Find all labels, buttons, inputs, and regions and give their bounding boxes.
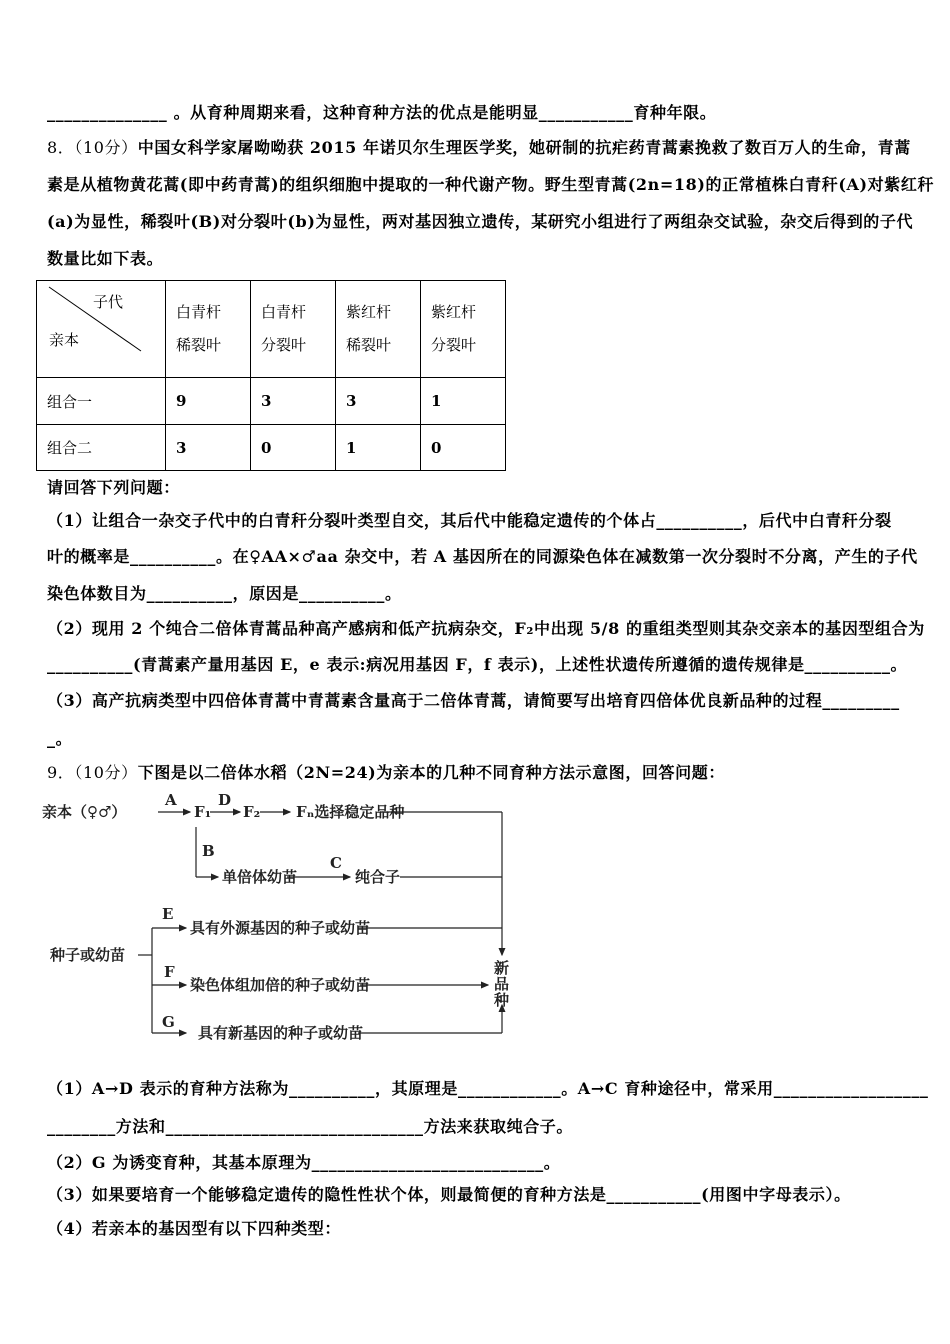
label-e: E	[162, 905, 174, 923]
q8-sub-line: （3）高产抗病类型中四倍体青蒿中青蒿素含量高于二倍体青蒿，请简要写出培育四倍体优良新品种的过程_________	[47, 691, 900, 710]
label-g: G	[162, 1013, 175, 1031]
q8-sub-line: _。	[47, 729, 73, 748]
label-d: D	[218, 791, 232, 809]
q9-sub-line: （2）G 为诱变育种，其基本原理为___________________________。	[47, 1153, 561, 1172]
q8-line-4: 数量比如下表。	[47, 249, 164, 268]
header-cell: 白青杆 稀裂叶	[166, 281, 251, 378]
q8-number: 8．（10分）	[47, 138, 138, 157]
label-c: C	[330, 854, 342, 872]
q9-title-line	[47, 763, 725, 783]
corner-parent: 亲本	[49, 331, 80, 349]
table-row	[37, 378, 506, 425]
offspring-table	[36, 280, 506, 471]
table-cell: 3	[251, 378, 336, 425]
table-cell: 0	[251, 425, 336, 471]
breeding-diagram	[40, 785, 520, 1055]
q8-prompt: 请回答下列问题：	[47, 478, 180, 497]
q9-number: 9．（10分）	[47, 763, 138, 782]
header-cell: 紫红杆 分裂叶	[421, 281, 506, 378]
row-label: 组合二	[37, 425, 166, 471]
q8-line-3: (a)为显性，稀裂叶(B)对分裂叶(b)为显性，两对基因独立遗传，某研究小组进行了两组杂交试验，杂交后得到的子代	[47, 212, 914, 231]
corner-offspring: 子代	[93, 293, 124, 311]
q8-text: 中国女科学家屠呦呦获 2015 年诺贝尔生理医学奖，她研制的抗疟药青蒿素挽救了数百万人的生命，青蒿	[137, 138, 911, 157]
intro-line: ______________ 。从育种周期来看，这种育种方法的优点是能明显___________育种年限。	[47, 103, 717, 122]
node-f-result: 染色体组加倍的种子或幼苗	[190, 976, 371, 994]
node-seed: 种子或幼苗	[50, 946, 126, 964]
table-cell: 1	[421, 378, 506, 425]
label-a: A	[165, 791, 177, 809]
node-parent: 亲本（♀♂）	[42, 803, 127, 821]
q8-sub-line: __________(青蒿素产量用基因 E，e 表示:病况用基因 F，f 表示)，上述性状遗传所遵循的遗传规律是__________。	[47, 655, 908, 674]
q8-sub-line: 叶的概率是__________。在♀AA×♂aa 杂交中，若 A 基因所在的同源染色体在减数第一次分裂时不分离，产生的子代	[47, 547, 918, 566]
node-new-variety: 新	[494, 959, 510, 977]
node-e-result: 具有外源基因的种子或幼苗	[190, 919, 371, 937]
node-fn: Fₙ选择稳定品种	[296, 803, 405, 821]
q8-sub-line: 染色体数目为__________，原因是__________。	[47, 584, 402, 603]
table-corner-cell	[37, 281, 166, 378]
row-label: 组合一	[37, 378, 166, 425]
q8-line-2: 素是从植物黄花蒿(即中药青蒿)的组织细胞中提取的一种代谢产物。野生型青蒿(2n=18)的正常植株白青秆(A)对紫红秆	[47, 175, 935, 194]
label-b: B	[202, 842, 215, 860]
node-new-variety: 品	[494, 975, 510, 993]
q9-sub-line: （4）若亲本的基因型有以下四种类型：	[47, 1219, 341, 1238]
q8-sub-line: （1）让组合一杂交子代中的白青秆分裂叶类型自交，其后代中能稳定遗传的个体占__________，后代中白青秆分裂	[47, 511, 892, 530]
table-row	[37, 425, 506, 471]
q9-sub-line: （1）A→D 表示的育种方法称为__________，其原理是____________。A→C 育种途径中，常采用__________________	[47, 1079, 929, 1098]
q9-sub-line: ________方法和______________________________方法来获取纯合子。	[47, 1117, 573, 1136]
node-pure: 纯合子	[355, 868, 401, 886]
table-cell: 3	[166, 425, 251, 471]
q8-line-1	[47, 138, 911, 158]
header-cell: 白青杆 分裂叶	[251, 281, 336, 378]
node-g-result: 具有新基因的种子或幼苗	[198, 1024, 364, 1042]
node-haploid: 单倍体幼苗	[222, 868, 298, 886]
q8-sub-line: （2）现用 2 个纯合二倍体青蒿品种高产感病和低产抗病杂交，F₂中出现 5/8 的重组类型则其杂交亲本的基因型组合为	[47, 619, 925, 638]
node-new-variety: 种	[494, 991, 510, 1009]
table-cell: 9	[166, 378, 251, 425]
q9-title: 下图是以二倍体水稻（2N=24)为亲本的几种不同育种方法示意图，回答问题：	[137, 763, 725, 782]
header-cell: 紫红杆 稀裂叶	[336, 281, 421, 378]
table-cell: 1	[336, 425, 421, 471]
label-f: F	[164, 963, 175, 981]
node-f1: F₁	[194, 803, 212, 821]
node-f2: F₂	[243, 803, 261, 821]
q9-sub-line: （3）如果要培育一个能够稳定遗传的隐性性状个体，则最简便的育种方法是___________(用图中字母表示）。	[47, 1185, 851, 1204]
table-cell: 0	[421, 425, 506, 471]
table-cell: 3	[336, 378, 421, 425]
